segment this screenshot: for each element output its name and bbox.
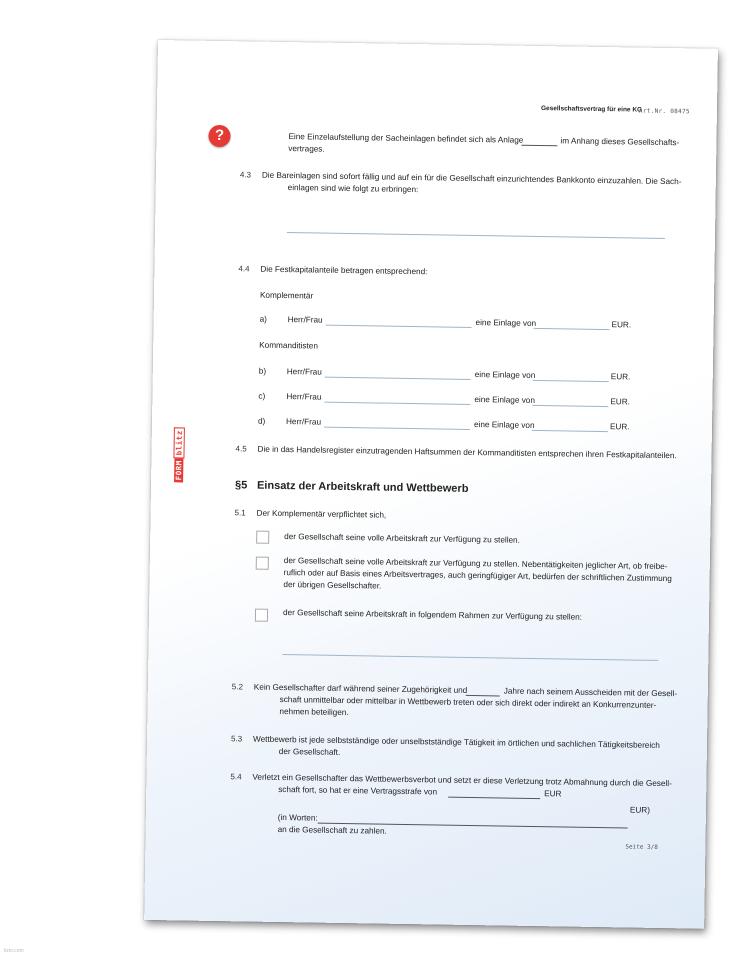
s4-5-text: Die in das Handelsregister einzutragenden Haftsummen der Kommanditisten entsprechen ihren Festkapitalanteilen. <box>257 444 677 461</box>
row-title: Herr/Frau <box>286 367 322 377</box>
name-field-b[interactable] <box>325 377 471 380</box>
name-field-d[interactable] <box>324 427 470 430</box>
amount-field-a[interactable] <box>534 328 610 330</box>
row-currency: EUR. <box>610 372 631 382</box>
name-field-c[interactable] <box>324 402 470 405</box>
row-einlage: eine Einlage von <box>474 370 536 380</box>
s5-3-line1: Wettbewerb ist jede selbstständige oder unselbstständige Tätigkeit im örtlichen und sachlichen Tätigkeitsbereich <box>252 734 660 750</box>
section-number-5-3: 5.3 <box>230 734 243 744</box>
row-einlage: eine Einlage von <box>474 395 536 405</box>
s5-1-text: Der Komplementär verpflichtet sich, <box>256 508 387 520</box>
header-article-number: Art.Nr. 08475 <box>638 107 690 116</box>
s5-2-line1b: Jahre nach seinem Ausscheiden mit der Gesell- <box>503 686 678 699</box>
s4-3-line1: Die Bareinlagen sind sofort fällig und auf ein für die Gesellschaft einzurichtendes Bankkonto einzuzahlen. Die Sach- <box>261 170 682 187</box>
intro-line1-end: im Anhang dieses Gesellschafts- <box>560 136 680 148</box>
option-checkbox-2[interactable] <box>256 557 269 570</box>
option-1-line1: der Gesellschaft seine volle Arbeitskraft zur Verfügung zu stellen. <box>284 532 521 545</box>
document-page <box>144 40 718 929</box>
option-checkbox-3[interactable] <box>255 609 268 622</box>
s4-4-text: Die Festkapitalanteile betragen entsprechend: <box>260 264 428 277</box>
option-2-line2: ruflich oder auf Basis eines Arbeitsvertrages, auch geringfügiger Art, bedürfen der schriftlichen Zustimmung <box>283 568 672 584</box>
row-title: Herr/Frau <box>285 417 322 427</box>
s5-3-line2: der Gesellschaft. <box>278 746 341 757</box>
section-number-5-1: 5.1 <box>234 508 246 518</box>
section-number-4-5: 4.5 <box>235 444 247 454</box>
section-title: Einsatz der Arbeitskraft und Wettbewerb <box>256 479 469 495</box>
s5-2-line3: nehmen beteiligen. <box>279 706 349 718</box>
option-2-line3: der übrigen Gesellschafter. <box>283 580 382 591</box>
s5-4-line4: (in Worten: <box>277 812 318 823</box>
amount-field-d[interactable] <box>532 430 608 432</box>
logo-blitz: blitz <box>173 427 184 458</box>
section-number-5-2: 5.2 <box>231 682 244 692</box>
anlage-blank[interactable] <box>521 145 557 147</box>
vertragsstrafe-amount-blank[interactable] <box>448 797 540 799</box>
option-2-line1: der Gesellschaft seine volle Arbeitskraft zur Verfügung zu stellen. Nebentätigkeiten jeglicher Art, ob freibe- <box>283 556 668 572</box>
row-letter: b) <box>258 366 267 376</box>
header-title: Gesellschaftsvertrag für eine KG <box>540 105 643 114</box>
s4-3-line2: einlagen sind wie folgt zu erbringen: <box>287 183 419 195</box>
row-title: Herr/Frau <box>287 315 323 325</box>
question-icon[interactable]: ? <box>208 125 230 147</box>
s5-4-line5: an die Gesellschaft zu zahlen. <box>277 824 387 836</box>
section-number-4-4: 4.4 <box>238 264 250 274</box>
kommanditisten-label: Kommanditisten <box>259 340 319 351</box>
s5-2-line2: schaft unmittelbar oder mittelbar in Wettbewerb treten oder sich direkt oder indirekt an Konkurrenzunter- <box>279 694 657 710</box>
section-number-4-3: 4.3 <box>239 170 252 180</box>
arbeitskraft-rahmen-line[interactable] <box>282 654 658 661</box>
name-field-a[interactable] <box>326 325 472 328</box>
row-einlage: eine Einlage von <box>473 420 535 430</box>
page-number: Seite 3/8 <box>625 843 658 851</box>
row-letter: c) <box>258 391 266 401</box>
s5-4-line3-end: EUR) <box>629 805 651 815</box>
row-currency: EUR. <box>611 320 632 330</box>
section-number-5-4: 5.4 <box>230 772 242 782</box>
s5-4-line2a: schaft fort, so hat er eine Vertragsstrafe von <box>278 784 438 797</box>
row-einlage: eine Einlage von <box>475 318 537 328</box>
section-number-5: §5 <box>234 479 248 492</box>
s5-4-line2b: EUR <box>544 789 562 799</box>
option-3-line1: der Gesellschaft seine Arbeitskraft in folgendem Rahmen zur Verfügung zu stellen: <box>282 608 583 622</box>
s5-2-line1a: Kein Gesellschafter darf während seiner Zugehörigkeit und <box>253 682 468 695</box>
document-page-wrapper <box>144 40 718 929</box>
row-title: Herr/Frau <box>286 392 322 402</box>
intro-line2: vertrages. <box>288 144 325 154</box>
row-letter: d) <box>257 416 266 426</box>
logo-form: FORM <box>174 460 184 481</box>
amount-field-c[interactable] <box>532 405 608 407</box>
komplementaer-label: Komplementär <box>259 290 314 301</box>
amount-field-b[interactable] <box>533 380 609 382</box>
watermark: lizer.com <box>4 948 24 954</box>
s5-4-line1: Verletzt ein Gesellschafter das Wettbewerbsverbot und setzt er diese Verletzung trotz Abmahnung durch die Gesell- <box>252 772 672 789</box>
row-letter: a) <box>259 314 267 324</box>
option-checkbox-1[interactable] <box>256 531 269 544</box>
row-currency: EUR. <box>610 397 631 407</box>
sacheinlagen-input-line[interactable] <box>287 232 665 239</box>
row-currency: EUR. <box>609 422 630 432</box>
intro-line1: Eine Einzelaufstellung der Sacheinlagen befindet sich als Anlage <box>288 132 524 145</box>
